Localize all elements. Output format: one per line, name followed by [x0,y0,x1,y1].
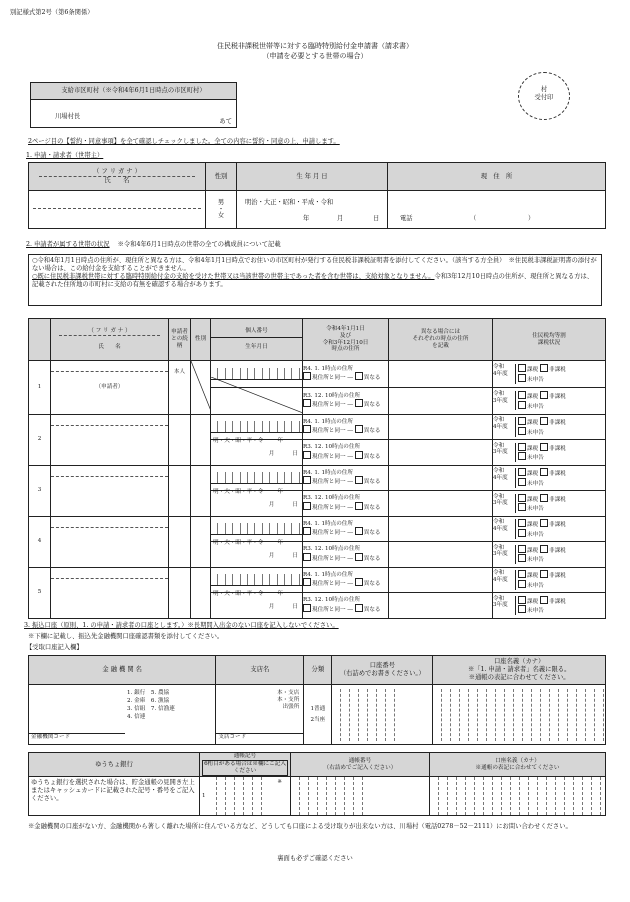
yucho-label: ゆうちょ銀行 [29,753,200,777]
member-tax-fy4-field[interactable]: 令和 4年度 課税 非課税 未申告 [493,516,606,542]
member-row-number: 2 [29,414,51,465]
note-already-paid: ○既に住民税非課税世帯に対する臨時特別給付金の支給を受けた世帯又は当該世帯の世帯主であった者を含む世帯は、支給対象となりません。 [32,272,435,280]
household-table [28,318,606,614]
member-id-number-field[interactable] [211,567,303,593]
member-row-number: 3 [29,465,51,516]
member-addr-r4-field[interactable]: R4. 1. 1時点の住所 現住所と同一 ― 異なる [303,414,389,440]
member-row-number: 5 [29,567,51,618]
member-tax-fy4-field[interactable]: 令和 4年度 課税 非課税 未申告 [493,465,606,491]
addressee-name: 川場村長 [55,113,81,120]
applicant-name-field[interactable] [29,191,206,229]
dob-cross-out [211,377,303,413]
section3-subheading: 【受取口座記入欄】 [26,644,83,651]
household-member-row [29,567,606,593]
applicant-dob-label: 生 年 月 日 [237,163,388,191]
member-addr-label-2: 及び [339,332,352,339]
reception-stamp [518,72,570,120]
member-furigana-label: （ フ リ ガ ナ ） [59,328,160,336]
member-addr-label-3: 令和3年12月10日 [322,339,369,346]
phone-label: 電話 [400,215,413,222]
member-name-field[interactable] [51,567,169,618]
member-tax-label-1: 住民税均等割 [532,332,566,339]
member-tax-fy3-field[interactable]: 令和 3年度 課税 非課税 未申告 [493,387,606,414]
member-name-field[interactable] [51,361,169,415]
account-number-note: （右詰めでお書きください。） [339,670,425,678]
section2-heading-note: ※令和4年6月1日時点の世帯の全ての構成員について記載 [117,241,281,248]
member-sex-field[interactable] [191,516,211,567]
member-diff-r4-field[interactable] [389,567,493,593]
applicant-sex-label: 性別 [206,163,237,191]
account-number-field[interactable] [332,685,433,745]
yucho-number-label: 通帳番号 [348,757,372,764]
yucho-number-note: （右詰めでご記入ください） [323,764,397,771]
member-name-field[interactable] [51,465,169,516]
member-tax-fy3-field[interactable]: 令和 3年度 課税 非課税 未申告 [493,593,606,619]
member-addr-r4-field[interactable]: R4. 1. 1時点の住所 現住所と同一 ― 異なる [303,465,389,491]
applicant-address-field[interactable]: 電話 （ ） [388,191,606,229]
applicant-row-label: （申請者） [95,384,124,390]
member-tax-fy4-field[interactable]: 令和 4年度 課税 非課税 未申告 [493,567,606,593]
yucho-symbol-note: 6桁目がある場合は※欄にご記入ください [202,760,288,775]
account-type-label: 分類 [304,656,332,685]
section3-note: ※下欄に記載し、振込先金融機関口座確認書類を添付してください。 [28,633,224,640]
member-diff-r3-field[interactable] [389,440,493,466]
applicant-name-label: 氏 名 [104,177,130,184]
applicant-address-label: 現 住 所 [388,163,606,191]
member-diff-r3-field[interactable] [389,542,493,568]
yucho-holder-field[interactable] [430,777,606,816]
member-diff-r3-field[interactable] [389,491,493,517]
account-type-options[interactable]: 1普通 2当座 [304,685,332,745]
member-diff-label-3: を記載 [432,342,449,349]
form-number: 別記様式第2号（第6条関係） [10,9,94,16]
member-addr-label-1: 令和4年1月1日 [326,326,365,333]
branch-code-field: 支店コード [216,733,303,744]
note-address-differs: ○令和4年1月1日時点の住所が、現住所と異なる方は、令和4年1月1日時点でお住いの市区町村が発行する住民税非課税証明書を添付してください。（該当する方全員） ※住民税非課税証明書の添付がない場合は、この給付金を支給することができません。 [32,257,597,272]
member-sex-field[interactable] [191,361,211,415]
member-relation-field[interactable] [169,361,191,415]
applicant-dob-field[interactable]: 明治・大正・昭和・平成・令和 年 月 日 [237,191,388,229]
member-addr-r3-field[interactable]: R3. 12. 10時点の住所 現住所と同一 ― 異なる [303,542,389,568]
addressee-box [30,82,237,128]
member-tax-fy4-field[interactable]: 令和 4年度 課税 非課税 未申告 [493,361,606,388]
member-diff-r3-field[interactable] [389,593,493,619]
section2-heading-wrap [26,241,281,249]
member-dob-label: 生年月日 [245,344,268,350]
yucho-instructions: ゆうちょ銀行を選択された場合は、貯金通帳の見開き左上またはキャッシュカードに記載された記号・番号をご記入ください。 [29,777,200,816]
member-row-number: 1 [29,361,51,415]
section2-heading: 2. 申請者が属する世帯の状況 [26,241,110,248]
member-addr-r3-field[interactable]: R3. 12. 10時点の住所 現住所と同一 ― 異なる [303,491,389,517]
member-sex-field[interactable] [191,567,211,618]
member-diff-r4-field[interactable] [389,414,493,440]
member-tax-label-2: 課税状況 [537,339,561,346]
member-tax-fy3-field[interactable]: 令和 3年度 課税 非課税 未申告 [493,440,606,466]
footer-note: ※金融機関の口座がない方、金融機関から著しく離れた場所に住んでいる方など、どうしても口座による受け取りが出来ない方は、川場村（電話0278－52－2111）にお問い合わせください。 [28,823,572,830]
member-dob-field[interactable]: 明・大・昭・平・令 年 月 日 [211,593,303,619]
page-title: 住民税非課税世帯等に対する臨時特別給付金申請書（請求書） [217,42,413,50]
member-tax-fy3-field[interactable]: 令和 3年度 課税 非課税 未申告 [493,542,606,568]
member-relation-field[interactable] [169,516,191,567]
bank-code-field: 金融機関コード [29,733,125,744]
member-relation-field[interactable] [169,567,191,618]
member-addr-r3-field[interactable]: R3. 12. 10時点の住所 現住所と同一 ― 異なる [303,440,389,466]
addressee-suffix: あて [219,118,232,126]
applicant-sex-field[interactable]: 男 ・ 女 [206,191,237,229]
member-diff-r4-field[interactable] [389,516,493,542]
account-holder-note2: ※通帳の表記に合わせてください。 [468,674,570,682]
account-holder-field[interactable] [433,685,606,745]
household-member-row [29,361,606,388]
stamp-label: 受付印 [534,93,554,101]
account-holder-note1: ※「1. 申請・請求者」名義に限る。 [467,666,571,674]
member-dob-field[interactable]: 明・大・昭・平・令 年 月 日 [211,440,303,466]
member-addr-r3-field[interactable]: R3. 12. 10時点の住所 現住所と同一 ― 異なる [303,593,389,619]
yucho-number-field[interactable] [291,777,430,816]
member-sex-field[interactable] [191,465,211,516]
yucho-holder-note: ※通帳の表記に合わせてください [475,764,560,771]
section2-notes [28,254,602,306]
member-relation-field[interactable] [169,465,191,516]
member-addr-r3-field[interactable]: R3. 12. 10時点の住所 現住所と同一 ― 異なる [303,387,389,414]
member-row-number: 4 [29,516,51,567]
member-dob-field[interactable] [211,387,303,414]
member-diff-label-2: それぞれの時点の住所 [412,336,469,343]
member-name-label: 氏 名 [98,344,121,350]
bank-type-options[interactable]: 1. 銀行 5. 農協 2. 金庫 6. 漁協 3. 信組 7. 信漁連 4. 信連 [125,685,216,745]
sex-cross-out [191,361,211,411]
consent-check-note[interactable]: 2ページ目の【誓約・同意事項】を全て確認しチェックしました。全ての内容に誓約・同意の上、申請します。 [28,138,340,145]
branch-name-field[interactable]: 本・支店 本・支所 出張所 支店コード [216,685,304,745]
member-addr-r4-field[interactable]: R4. 1. 1時点の住所 現住所と同一 ― 異なる [303,516,389,542]
applicant-furigana-label: （ フ リ ガ ナ ） [39,168,195,177]
member-addr-label-4: 時点の住所 [331,346,360,353]
member-diff-r4-field[interactable] [389,465,493,491]
member-id-number-field[interactable] [211,414,303,440]
member-id-label: 個人番号 [211,328,302,338]
account-number-label: 口座番号 [369,662,395,670]
member-addr-r4-field[interactable]: R4. 1. 1時点の住所 現住所と同一 ― 異なる [303,567,389,593]
member-diff-r3-field[interactable] [389,387,493,414]
member-dob-field[interactable]: 明・大・昭・平・令 年 月 日 [211,542,303,568]
page-subtitle: （申請を必要とする世帯の場合） [262,52,368,60]
yucho-table [28,752,606,816]
member-sex-label: 性別 [191,319,211,361]
applicant-table [28,162,606,229]
member-diff-r4-field[interactable] [389,361,493,388]
member-id-number-field[interactable] [211,465,303,491]
member-tax-fy4-field[interactable]: 令和 4年度 課税 非課税 未申告 [493,414,606,440]
yucho-symbol-field[interactable]: 1 ※ [200,777,291,816]
member-relation-label: 申請者との続柄 [169,319,191,361]
bank-name-field[interactable] [29,685,126,745]
applicant-relation: 本人 [173,369,186,375]
note-confirm: 令和3年12月10日時点の住所が、現住所と異なる方は、記載された住所地の市町村に支給の有無を確認する場合があります。 [32,272,594,288]
household-member-row [29,465,606,491]
member-dob-field[interactable]: 明・大・昭・平・令 年 月 日 [211,491,303,517]
account-holder-label: 口座名義（カナ） [493,658,545,666]
member-addr-r4-field[interactable]: R4. 1. 1時点の住所 現住所と同一 ― 異なる [303,361,389,388]
section3-heading: 3. 振込口座（原則、1. の申請・請求者の口座とします。）※長期間入出金のない口座を記入しないでください。 [24,622,339,629]
bank-account-table [28,655,606,745]
member-relation-field[interactable] [169,414,191,465]
member-name-field[interactable] [51,414,169,465]
member-id-number-field[interactable] [211,516,303,542]
member-sex-field[interactable] [191,414,211,465]
section1-heading: 1. 申請・請求者（世帯主） [26,152,104,159]
household-member-row [29,516,606,542]
household-member-row [29,414,606,440]
member-name-field[interactable] [51,516,169,567]
footer-back-notice: 裏面も必ずご確認ください [277,855,353,862]
member-diff-label-1: 異なる場合には [420,329,461,336]
member-tax-fy3-field[interactable]: 令和 3年度 課税 非課税 未申告 [493,491,606,517]
addressee-header: 支給市区町村（※令和4年6月1日時点の市区町村） [31,83,236,100]
yucho-symbol-label: 通帳記号 [233,753,257,760]
stamp-village: 村 [540,86,548,93]
bank-name-label: 金 融 機 関 名 [29,656,216,685]
yucho-holder-label: 口座名義（カナ） [495,757,540,764]
branch-name-label: 支店名 [216,656,304,685]
